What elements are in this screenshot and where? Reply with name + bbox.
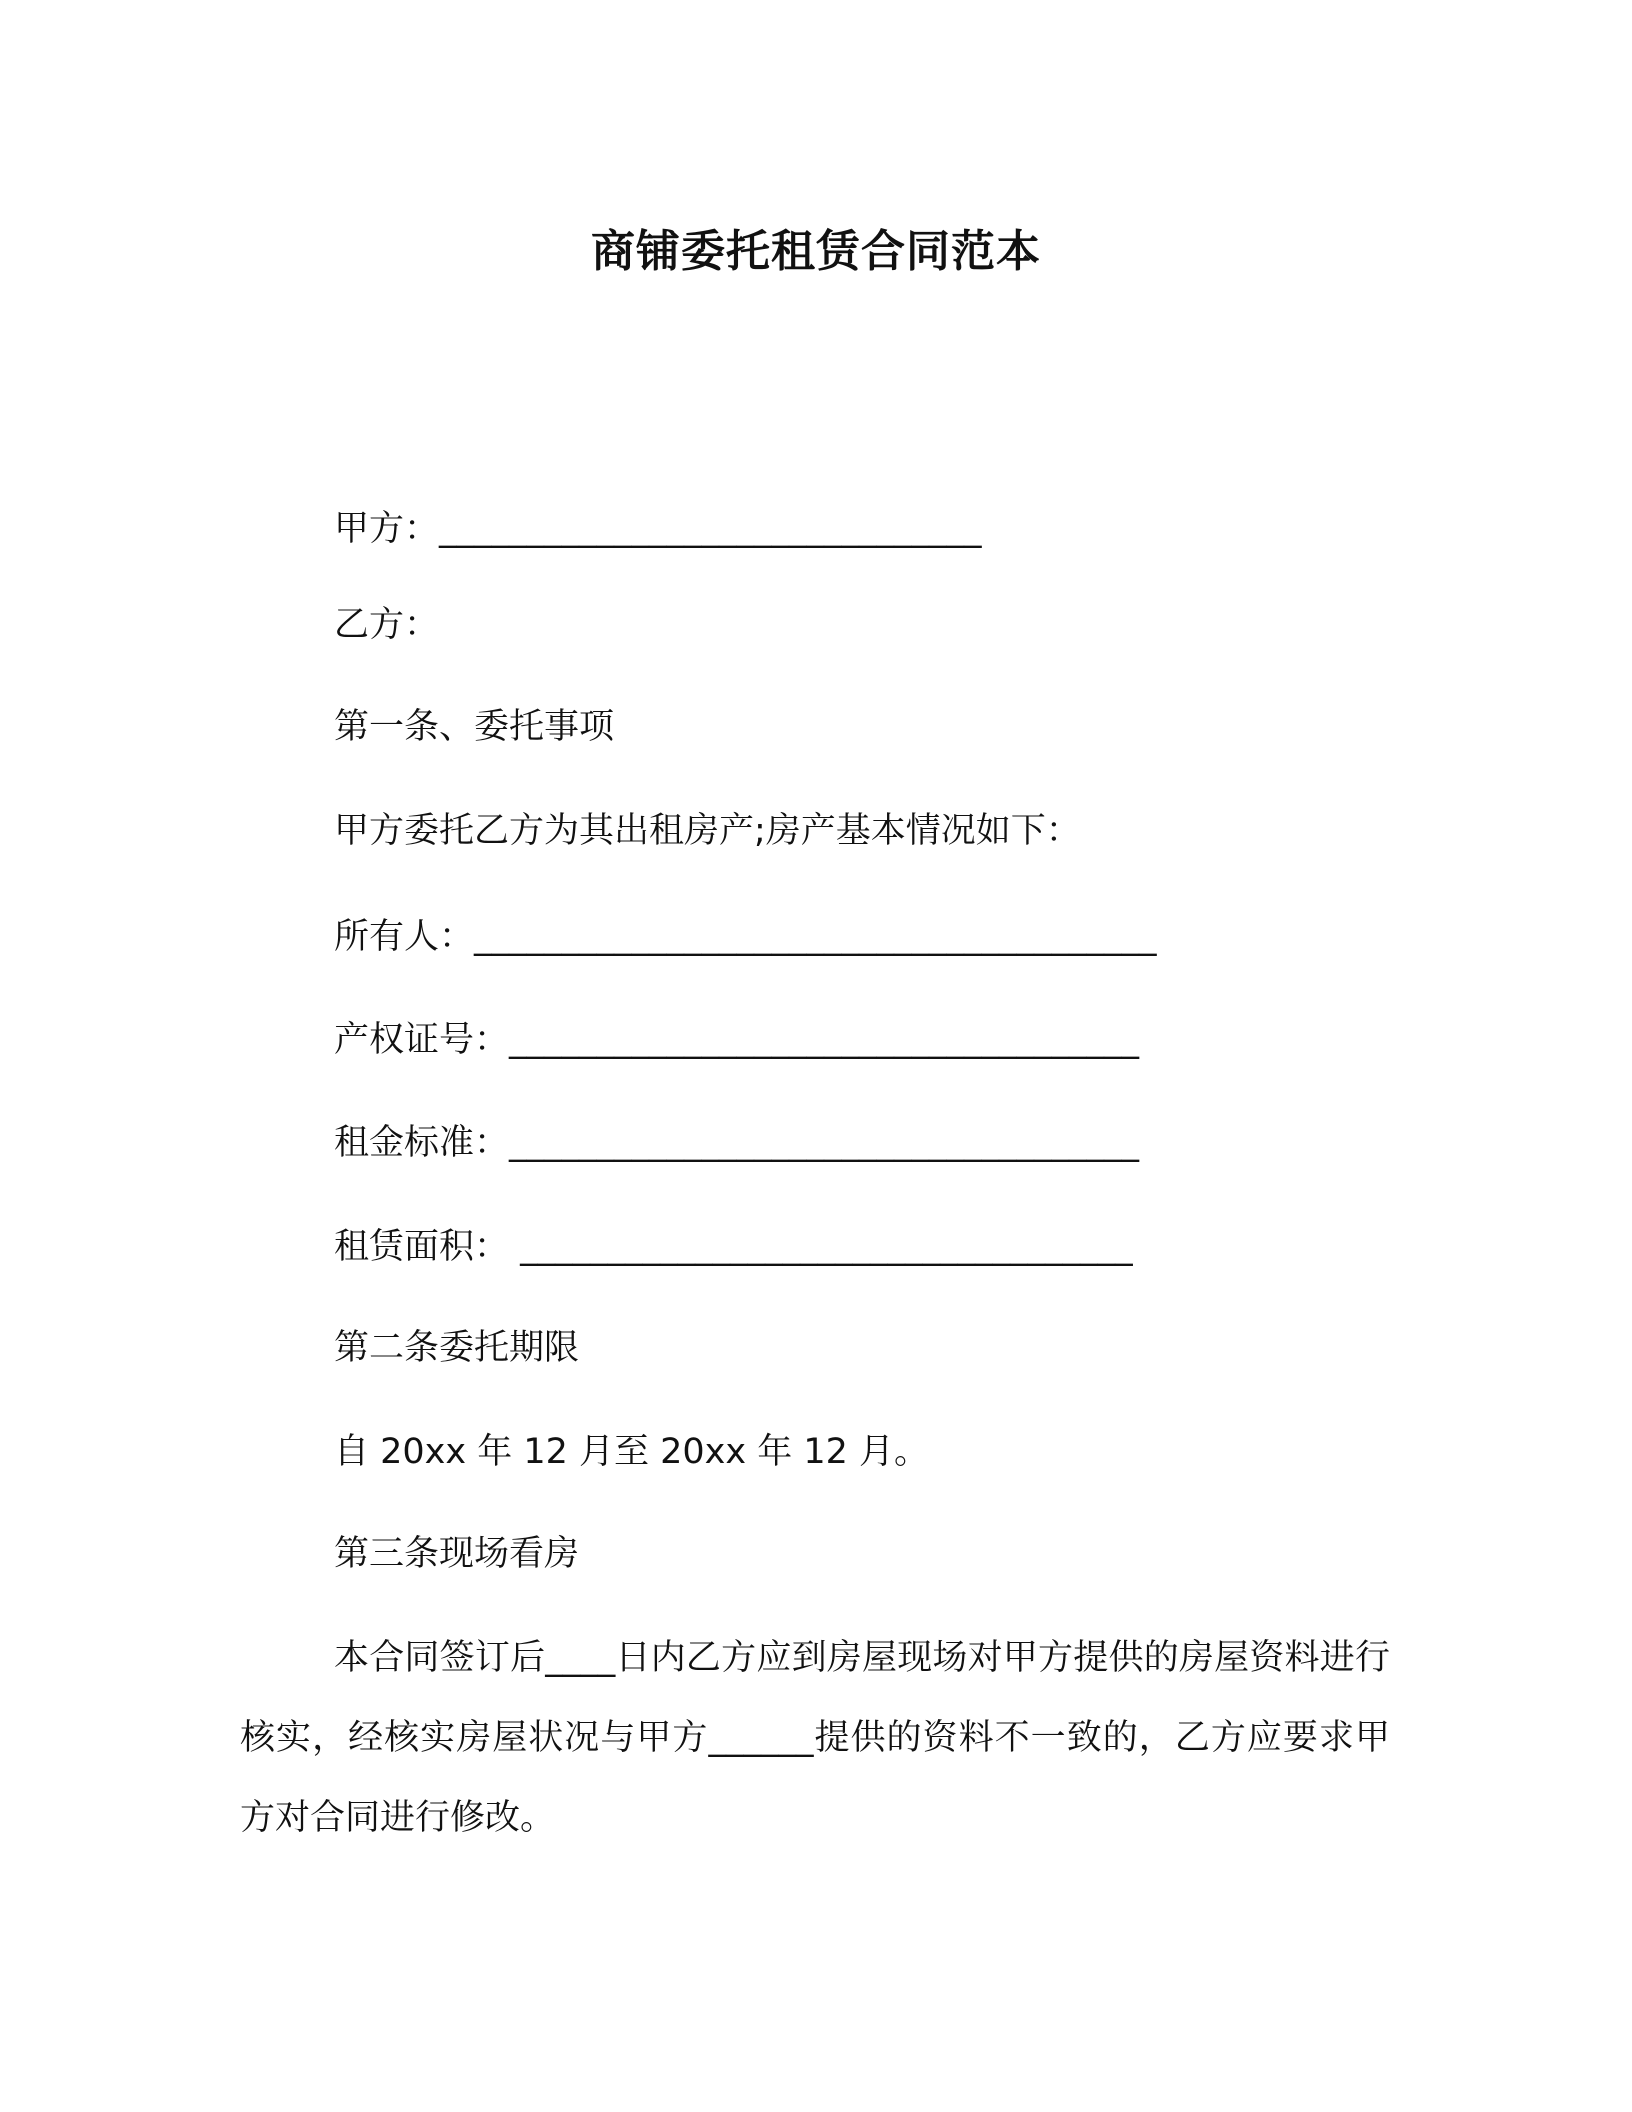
article-1-intro: 甲方委托乙方为其出租房产;房产基本情况如下：: [334, 811, 1081, 851]
property-cert-line: 产权证号：____________________________________: [334, 1020, 1140, 1060]
rent-standard-line: 租金标准：____________________________________: [334, 1123, 1140, 1163]
article-3-paragraph: 本合同签订后____日内乙方应到房屋现场对甲方提供的房屋资料进行核实，经核实房屋状况与甲方______提供的资料不一致的，乙方应要求甲方对合同进行修改。: [240, 1638, 1390, 1838]
party-a-line: 甲方：_______________________________: [334, 509, 982, 549]
article-1-heading: 第一条、委托事项: [334, 707, 615, 747]
rental-area-line: 租赁面积： ___________________________________: [334, 1227, 1133, 1267]
term-line: 自 20xx 年 12 月至 20xx 年 12 月。: [334, 1432, 930, 1472]
article-3-heading: 第三条现场看房: [334, 1534, 580, 1574]
party-b-line: 乙方：: [334, 605, 440, 645]
document-title: 商铺委托租赁合同范本: [591, 226, 1041, 277]
article-2-heading: 第二条委托期限: [334, 1328, 580, 1368]
owner-line: 所有人：_______________________________________: [334, 917, 1157, 957]
